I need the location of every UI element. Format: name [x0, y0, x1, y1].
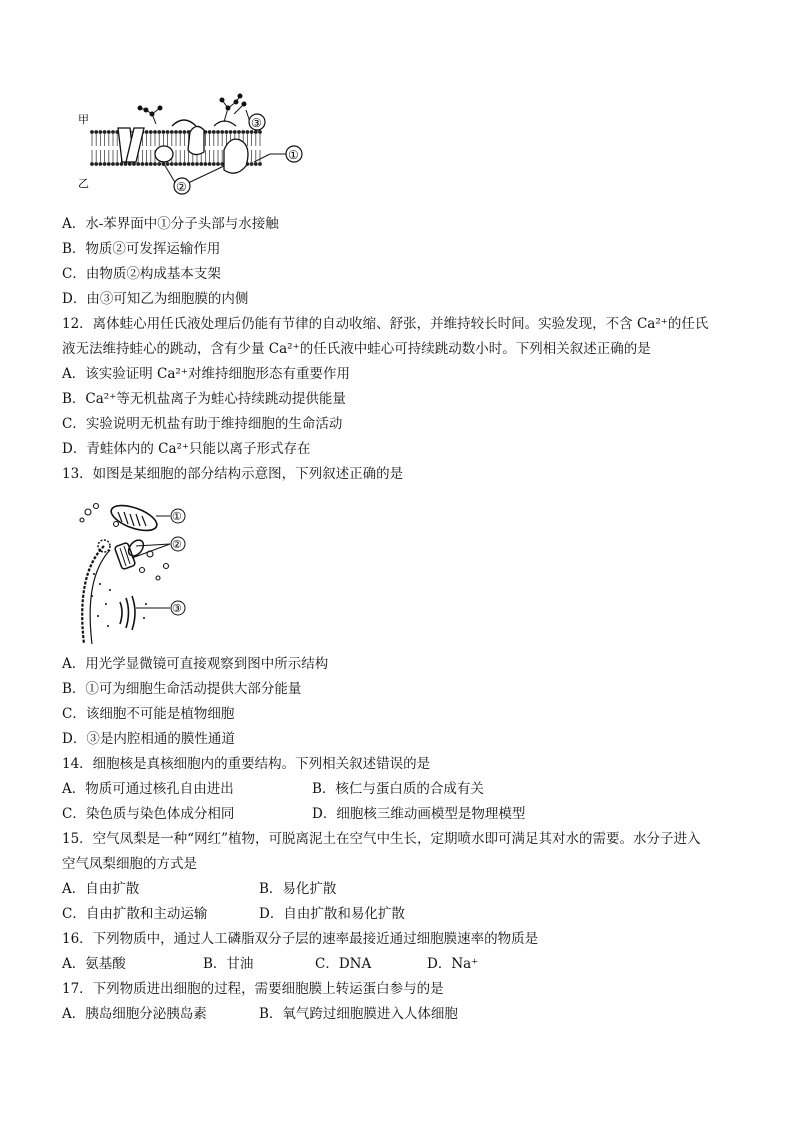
q12-stem-line1: 12．离体蛙心用任氏液处理后仍能有节律的自动收缩、舒张，并维持较长时间。实验发现，不含 Ca²⁺的任氏 [62, 316, 709, 332]
phospholipid-head [183, 130, 187, 134]
phospholipid-head [103, 130, 107, 134]
phospholipid-head [254, 162, 258, 166]
phospholipid-head [111, 162, 115, 166]
q14-option-a: A．物质可通过核孔自由进出 [62, 781, 234, 797]
marker-2: ② [172, 538, 182, 551]
marker-circles [171, 509, 185, 615]
golgi-apparatus [120, 596, 135, 630]
phospholipid-head [128, 162, 132, 166]
phospholipid-head [170, 130, 174, 134]
phospholipid-head [229, 130, 233, 134]
phospholipid-head [208, 162, 212, 166]
marker-1: ① [288, 148, 299, 162]
q11-option-c: C．由物质②构成基本支架 [62, 266, 221, 282]
phospholipid-head [258, 162, 262, 166]
centrosome [98, 537, 146, 569]
phospholipid-head [90, 130, 94, 134]
phospholipid-head [103, 162, 107, 166]
q12-option-a: A．该实验证明 Ca²⁺对维持细胞形态有重要作用 [62, 366, 350, 382]
phospholipid-head [204, 162, 208, 166]
phospholipid-head [166, 162, 170, 166]
q12-stem-line2: 液无法维持蛙心的跳动，含有少量 Ca²⁺的任氏液中蛙心可持续跳动数小时。下列相关叙述正确的是 [62, 341, 651, 357]
phospholipid-head [153, 162, 157, 166]
label-yi: 乙 [78, 177, 89, 190]
nuclear-envelope [82, 546, 104, 644]
phospholipid-head [183, 162, 187, 166]
phospholipid-head [107, 162, 111, 166]
phospholipid-head [90, 162, 94, 166]
q15-stem-line2: 空气凤梨细胞的方式是 [62, 856, 197, 872]
q13-option-d: D．③是内腔相通的膜性通道 [62, 731, 235, 747]
phospholipid-head [237, 130, 241, 134]
q15-stem-line1: 15．空气凤梨是一种“网红”植物，可脱离泥土在空气中生长，定期喷水即可满足其对水的需要。水分子进入 [62, 831, 701, 847]
q13-stem: 13．如图是某细胞的部分结构示意图，下列叙述正确的是 [62, 466, 404, 482]
mitochondrion [108, 500, 160, 535]
q14-option-d: D．细胞核三维动画模型是物理模型 [312, 806, 526, 822]
phospholipid-head [187, 162, 191, 166]
phospholipid-head [258, 130, 262, 134]
phospholipid-head [178, 162, 182, 166]
q16-option-d: D．Na⁺ [427, 956, 479, 972]
phospholipid-head [111, 130, 115, 134]
marker-3: ③ [172, 602, 182, 615]
phospholipid-head [220, 130, 224, 134]
phospholipid-head [120, 162, 124, 166]
phospholipid-head [145, 130, 149, 134]
phospholipid-head [94, 162, 98, 166]
q16-stem: 16．下列物质中，通过人工磷脂双分子层的速率最接近通过细胞膜速率的物质是 [62, 931, 539, 947]
phospholipid-head [212, 130, 216, 134]
phospholipid-head [212, 162, 216, 166]
q15-option-d: D．自由扩散和易化扩散 [259, 906, 405, 922]
phospholipid-head [99, 162, 103, 166]
ribosome-dots [91, 573, 147, 627]
phospholipid-head [162, 130, 166, 134]
q13-option-c: C．该细胞不可能是植物细胞 [62, 706, 235, 722]
phospholipid-head [216, 130, 220, 134]
phospholipid-head [132, 162, 136, 166]
q17-option-b: B．氧气跨过细胞膜进入人体细胞 [259, 1006, 458, 1022]
phospholipid-head [124, 162, 128, 166]
marker-2: ② [176, 180, 187, 194]
phospholipid-head [136, 162, 140, 166]
q15-option-b: B．易化扩散 [259, 881, 337, 897]
phospholipid-head [157, 162, 161, 166]
q14-stem: 14．细胞核是真核细胞内的重要结构。下列相关叙述错误的是 [62, 756, 431, 772]
phospholipid-head [174, 130, 178, 134]
phospholipid-head [153, 130, 157, 134]
phospholipid-head [195, 162, 199, 166]
phospholipid-head [94, 130, 98, 134]
q17-option-a: A．胰岛细胞分泌胰岛素 [62, 1006, 207, 1022]
q16-option-c: C．DNA [315, 956, 372, 972]
phospholipid-head [178, 130, 182, 134]
phospholipid-head [115, 162, 119, 166]
q13-option-b: B．①可为细胞生命活动提供大部分能量 [62, 681, 302, 697]
q14-option-c: C．染色质与染色体成分相同 [62, 806, 235, 822]
phospholipid-head [157, 130, 161, 134]
phospholipid-head [145, 162, 149, 166]
q11-option-b: B．物质②可发挥运输作用 [62, 241, 221, 257]
q14-option-b: B．核仁与蛋白质的合成有关 [312, 781, 484, 797]
q15-option-a: A．自由扩散 [62, 881, 140, 897]
phospholipid-head [225, 130, 229, 134]
phospholipid-head [216, 162, 220, 166]
phospholipid-head [254, 130, 258, 134]
q11-option-a: A．水-苯界面中①分子头部与水接触 [62, 216, 279, 232]
phospholipid-head [149, 162, 153, 166]
marker-3: ③ [251, 116, 262, 130]
q11-option-d: D．由③可知乙为细胞膜的内侧 [62, 291, 249, 307]
phospholipid-head [199, 162, 203, 166]
label-jia: 甲 [78, 113, 89, 126]
q12-option-d: D．青蛙体内的 Ca²⁺只能以离子形式存在 [62, 441, 311, 457]
marker-1: ① [172, 510, 182, 523]
membrane-diagram [74, 92, 310, 198]
q16-option-a: A．氨基酸 [62, 956, 126, 972]
phospholipid-head [233, 130, 237, 134]
phospholipid-head [241, 130, 245, 134]
phospholipid-head [208, 130, 212, 134]
phospholipid-head [170, 162, 174, 166]
glycoproteins [138, 94, 246, 124]
cell-structure-diagram [70, 494, 200, 646]
phospholipid-head [246, 130, 250, 134]
phospholipid-head [174, 162, 178, 166]
phospholipid-head [250, 130, 254, 134]
q12-option-c: C．实验说明无机盐有助于维持细胞的生命活动 [62, 416, 343, 432]
phospholipid-head [250, 162, 254, 166]
phospholipid-head [149, 130, 153, 134]
q12-option-b: B．Ca²⁺等无机盐离子为蛙心持续跳动提供能量 [62, 391, 346, 407]
phospholipid-head [99, 130, 103, 134]
q17-stem: 17．下列物质进出细胞的过程，需要细胞膜上转运蛋白参与的是 [62, 981, 444, 997]
q13-option-a: A．用光学显微镜可直接观察到图中所示结构 [62, 656, 329, 672]
phospholipid-head [107, 130, 111, 134]
phospholipid-head [166, 130, 170, 134]
phospholipid-head [141, 162, 145, 166]
q16-option-b: B．甘油 [203, 956, 254, 972]
phospholipid-head [191, 162, 195, 166]
q15-option-c: C．自由扩散和主动运输 [62, 906, 208, 922]
